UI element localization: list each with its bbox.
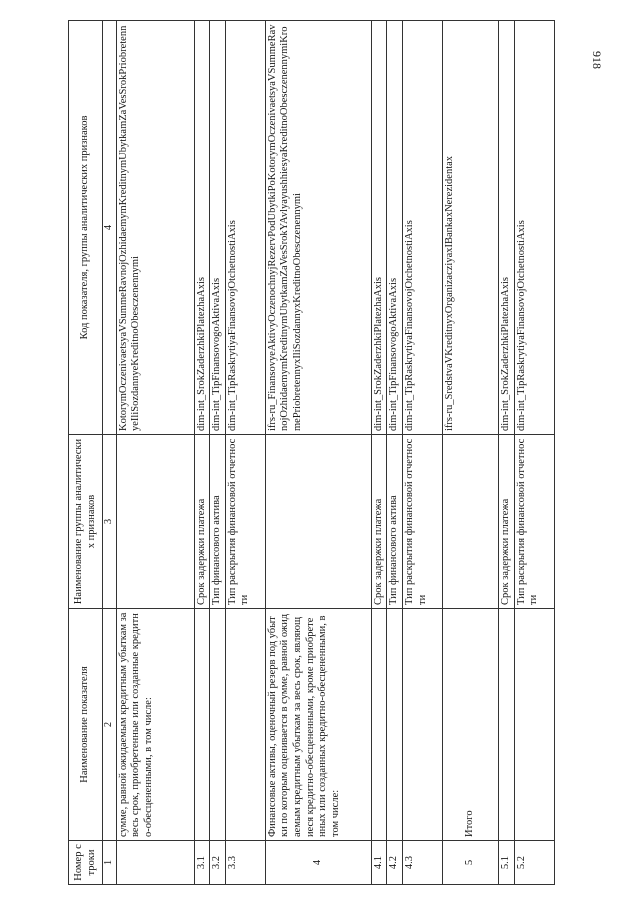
header-code: Код показателя, группы аналитических признаков — [69, 21, 103, 435]
indicator-name — [194, 609, 210, 841]
table-row — [116, 21, 194, 885]
header-group-name: Наименование группы аналитических признаков — [69, 435, 103, 609]
table-row — [402, 21, 442, 885]
table-row — [442, 21, 498, 885]
indicator-code: dim-int_TipRaskrytiyaFinansovojOtchetnostiAxis — [402, 21, 442, 435]
indicator-name — [402, 609, 442, 841]
group-name: Срок задержки платежа — [371, 435, 387, 609]
indicator-table — [68, 20, 555, 885]
indicator-code: ifrs-ru_FinansovyeAktivyOczenochnyjRezervPodUbytkiPoKotorymOczenivaetsyaVSummeRavnojOzhidaemymKreditnymUbytkamZaVesSrokYAvlyayushhiesyaKreditnoObesczenennymiKromePriobretennyxIliSozdannyxKreditnoObesczenennymi — [265, 21, 371, 435]
group-name: Тип раскрытия финансовой отчетности — [514, 435, 554, 609]
group-name: Тип раскрытия финансовой отчетности — [402, 435, 442, 609]
indicator-code: dim-int_SrokZaderzhkiPlatezhaAxis — [498, 21, 514, 435]
indicator-name — [387, 609, 403, 841]
column-number: 3 — [103, 435, 117, 609]
indicator-code: dim-int_SrokZaderzhkiPlatezhaAxis — [371, 21, 387, 435]
group-name — [116, 435, 194, 609]
column-number: 2 — [103, 609, 117, 841]
indicator-code: dim-int_TipFinansovogoAktivaAxis — [387, 21, 403, 435]
column-number: 4 — [103, 21, 117, 435]
page-number: 918 — [590, 51, 604, 69]
indicator-name — [210, 609, 226, 841]
header-row-number: Номер строки — [69, 841, 103, 885]
column-number: 1 — [103, 841, 117, 885]
row-number: 5.2 — [514, 841, 554, 885]
table-row — [194, 21, 210, 885]
indicator-name: Итого — [442, 609, 498, 841]
indicator-code: dim-int_TipFinansovogoAktivaAxis — [210, 21, 226, 435]
group-name: Тип финансового актива — [387, 435, 403, 609]
row-number — [116, 841, 194, 885]
indicator-code: ifrs-ru_SredstvaVKreditnyxOrganizacziyaxIBankaxNerezidentax — [442, 21, 498, 435]
indicator-code: dim-int_TipRaskrytiyaFinansovojOtchetnostiAxis — [225, 21, 265, 435]
table-row — [225, 21, 265, 885]
row-number: 5 — [442, 841, 498, 885]
row-number: 4.2 — [387, 841, 403, 885]
table-row — [210, 21, 226, 885]
rotated-page — [68, 21, 540, 885]
indicator-name — [225, 609, 265, 841]
indicator-name: Финансовые активы, оценочный резерв под убытки по которым оценивается в сумме, равной ожидаемым кредитным убыткам за весь срок, являющиеся кредитно-обесцененными, кроме приобретенных или созданных кредитно-обесцененными, в том числе: — [265, 609, 371, 841]
row-number: 3.2 — [210, 841, 226, 885]
table-row — [387, 21, 403, 885]
indicator-code: dim-int_SrokZaderzhkiPlatezhaAxis — [194, 21, 210, 435]
indicator-name: сумме, равной ожидаемым кредитным убыткам за весь срок, приобретенные или созданные кредитно-обесцененными, в том числе: — [116, 609, 194, 841]
table-row — [498, 21, 514, 885]
row-number: 3.3 — [225, 841, 265, 885]
indicator-code: dim-int_TipRaskrytiyaFinansovojOtchetnostiAxis — [514, 21, 554, 435]
group-name: Тип раскрытия финансовой отчетности — [225, 435, 265, 609]
table-row — [371, 21, 387, 885]
row-number: 4 — [265, 841, 371, 885]
row-number: 4.1 — [371, 841, 387, 885]
table-row — [265, 21, 371, 885]
group-name — [265, 435, 371, 609]
row-number: 5.1 — [498, 841, 514, 885]
group-name: Срок задержки платежа — [194, 435, 210, 609]
header-indicator-name: Наименование показателя — [69, 609, 103, 841]
group-name: Тип финансового актива — [210, 435, 226, 609]
indicator-name — [498, 609, 514, 841]
indicator-code: KotorymOczenivaetsyaVSummeRavnojOzhidaemymKreditnymUbytkamZaVesSrokPriobretennyeIliSozdannyeKreditnoObesczenennymi — [116, 21, 194, 435]
group-name — [442, 435, 498, 609]
row-number: 3.1 — [194, 841, 210, 885]
group-name: Срок задержки платежа — [498, 435, 514, 609]
indicator-name — [514, 609, 554, 841]
table-row — [514, 21, 554, 885]
indicator-name — [371, 609, 387, 841]
row-number: 4.3 — [402, 841, 442, 885]
